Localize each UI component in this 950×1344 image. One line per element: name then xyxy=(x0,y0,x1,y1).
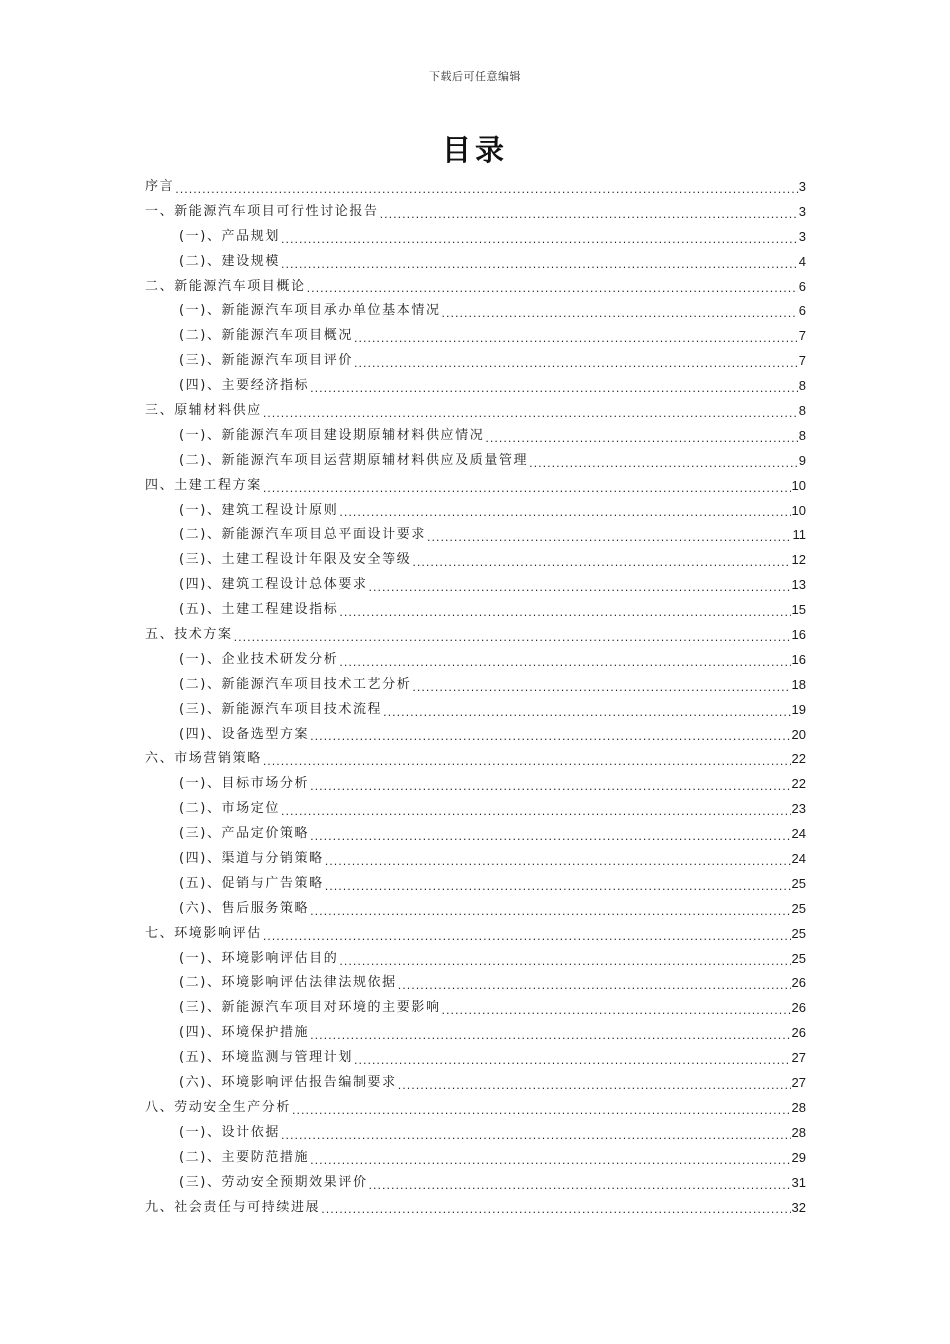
toc-dot-leader xyxy=(310,1026,790,1046)
toc-dot-leader xyxy=(263,404,798,424)
toc-page-number: 26 xyxy=(791,975,806,991)
toc-page-number: 27 xyxy=(791,1050,806,1066)
toc-dot-leader xyxy=(383,703,790,723)
toc-dot-leader xyxy=(281,1126,791,1146)
toc-subsection-entry[interactable] xyxy=(145,847,806,872)
toc-entry-title: (二)、新能源汽车项目概况 xyxy=(179,324,353,349)
toc-entry-title: (四)、设备选型方案 xyxy=(179,723,309,748)
toc-entry-title: (四)、渠道与分销策略 xyxy=(179,847,324,872)
toc-subsection-entry[interactable] xyxy=(145,996,806,1021)
toc-dot-leader xyxy=(398,976,791,996)
toc-entry-title: (一)、环境影响评估目的 xyxy=(179,947,338,972)
toc-page-number: 7 xyxy=(798,328,806,344)
toc-entry-title: (五)、土建工程建设指标 xyxy=(179,598,338,623)
toc-dot-leader xyxy=(354,1051,791,1071)
toc-subsection-entry[interactable] xyxy=(145,673,806,698)
toc-dot-leader xyxy=(263,927,791,947)
toc-page-number: 7 xyxy=(798,353,806,369)
toc-entry-title: 六、市场营销策略 xyxy=(145,747,262,772)
toc-page-number: 10 xyxy=(791,502,806,518)
toc-subsection-entry[interactable] xyxy=(145,698,806,723)
toc-dot-leader xyxy=(354,354,798,374)
toc-page-number: 20 xyxy=(791,726,806,742)
toc-entry-title: (二)、新能源汽车项目运营期原辅材料供应及质量管理 xyxy=(179,449,528,474)
toc-dot-leader xyxy=(310,379,798,399)
toc-page-number: 8 xyxy=(798,378,806,394)
toc-dot-leader xyxy=(412,678,790,698)
toc-subsection-entry[interactable] xyxy=(145,573,806,598)
toc-entry-title: (四)、环境保护措施 xyxy=(179,1021,309,1046)
toc-dot-leader xyxy=(321,1200,790,1220)
toc-subsection-entry[interactable] xyxy=(145,324,806,349)
toc-page-number: 24 xyxy=(791,826,806,842)
toc-page-number: 23 xyxy=(791,801,806,817)
toc-page-number: 28 xyxy=(791,1099,806,1115)
toc-entry-title: (三)、新能源汽车项目对环境的主要影响 xyxy=(179,996,441,1021)
toc-page-number: 11 xyxy=(792,527,806,543)
toc-page-number: 16 xyxy=(791,651,806,667)
toc-subsection-entry[interactable] xyxy=(145,897,806,922)
toc-entry-title: 九、社会责任与可持续进展 xyxy=(145,1196,320,1221)
toc-page-number: 12 xyxy=(791,552,806,568)
toc-dot-leader xyxy=(175,180,798,200)
toc-entry-title: (一)、设计依据 xyxy=(179,1121,280,1146)
toc-dot-leader xyxy=(310,777,790,797)
toc-entry-title: (三)、新能源汽车项目评价 xyxy=(179,349,353,374)
toc-page-number: 32 xyxy=(791,1199,806,1215)
toc-page-number: 27 xyxy=(791,1075,806,1091)
toc-entry-title: (二)、建设规模 xyxy=(179,250,280,275)
toc-dot-leader xyxy=(310,902,790,922)
toc-entry-title: (二)、市场定位 xyxy=(179,797,280,822)
toc-dot-leader xyxy=(339,603,790,623)
toc-dot-leader xyxy=(339,503,790,523)
toc-dot-leader xyxy=(325,852,791,872)
toc-subsection-entry[interactable] xyxy=(145,598,806,623)
toc-subsection-entry[interactable] xyxy=(145,1071,806,1096)
toc-dot-leader xyxy=(234,628,791,648)
toc-dot-leader xyxy=(354,329,798,349)
toc-section-entry[interactable] xyxy=(145,1096,806,1121)
toc-page-number: 4 xyxy=(798,253,806,269)
toc-page-number: 9 xyxy=(798,452,806,468)
toc-page-number: 6 xyxy=(798,278,806,294)
toc-page-number: 19 xyxy=(791,701,806,717)
toc-subsection-entry[interactable] xyxy=(145,299,806,324)
toc-entry-title: (一)、新能源汽车项目建设期原辅材料供应情况 xyxy=(179,424,484,449)
toc-entry-title: (三)、土建工程设计年限及安全等级 xyxy=(179,548,411,573)
toc-section-entry[interactable] xyxy=(145,275,806,300)
toc-entry-title: (三)、新能源汽车项目技术流程 xyxy=(179,698,382,723)
toc-subsection-entry[interactable] xyxy=(145,1146,806,1171)
toc-dot-leader xyxy=(442,1001,791,1021)
toc-entry-title: (三)、劳动安全预期效果评价 xyxy=(179,1171,368,1196)
toc-page-number: 8 xyxy=(798,427,806,443)
toc-dot-leader xyxy=(485,429,797,449)
toc-page-number: 3 xyxy=(798,178,806,194)
toc-entry-title: (一)、产品规划 xyxy=(179,225,280,250)
toc-dot-leader xyxy=(380,205,798,225)
toc-section-entry[interactable] xyxy=(145,623,806,648)
toc-page-number: 22 xyxy=(791,751,806,767)
toc-subsection-entry[interactable] xyxy=(145,449,806,474)
toc-entry-title: 二、新能源汽车项目概论 xyxy=(145,275,306,300)
toc-page-number: 18 xyxy=(791,676,806,692)
toc-dot-leader xyxy=(281,230,798,250)
toc-entry-title: (一)、目标市场分析 xyxy=(179,772,309,797)
toc-subsection-entry[interactable] xyxy=(145,1021,806,1046)
toc-dot-leader xyxy=(281,255,798,275)
toc-subsection-entry[interactable] xyxy=(145,548,806,573)
toc-subsection-entry[interactable] xyxy=(145,772,806,797)
toc-entry-title: 七、环境影响评估 xyxy=(145,922,262,947)
toc-entry-title: 序言 xyxy=(145,175,174,200)
toc-entry-title: (一)、建筑工程设计原则 xyxy=(179,499,338,524)
toc-entry-title: 五、技术方案 xyxy=(145,623,233,648)
toc-section-entry[interactable] xyxy=(145,200,806,225)
toc-subsection-entry[interactable] xyxy=(145,822,806,847)
toc-subsection-entry[interactable] xyxy=(145,947,806,972)
toc-page-number: 26 xyxy=(791,1025,806,1041)
toc-page-number: 3 xyxy=(798,228,806,244)
toc-subsection-entry[interactable] xyxy=(145,374,806,399)
toc-entry-title: (四)、主要经济指标 xyxy=(179,374,309,399)
toc-entry-title: (二)、新能源汽车项目技术工艺分析 xyxy=(179,673,411,698)
toc-entry-title: (四)、建筑工程设计总体要求 xyxy=(179,573,368,598)
toc-section-entry[interactable] xyxy=(145,922,806,947)
toc-section-entry[interactable] xyxy=(145,175,806,200)
toc-subsection-entry[interactable] xyxy=(145,250,806,275)
toc-dot-leader xyxy=(310,827,790,847)
toc-entry-title: (二)、新能源汽车项目总平面设计要求 xyxy=(179,523,426,548)
toc-entry-title: (一)、企业技术研发分析 xyxy=(179,648,338,673)
toc-dot-leader xyxy=(281,802,791,822)
toc-entry-title: (一)、新能源汽车项目承办单位基本情况 xyxy=(179,299,441,324)
toc-entry-title: (三)、产品定价策略 xyxy=(179,822,309,847)
toc-dot-leader xyxy=(529,454,798,474)
toc-page-number: 31 xyxy=(791,1174,806,1190)
toc-entry-title: (六)、售后服务策略 xyxy=(179,897,309,922)
toc-subsection-entry[interactable] xyxy=(145,523,806,548)
toc-page-number: 29 xyxy=(791,1149,806,1165)
toc-subsection-entry[interactable] xyxy=(145,1121,806,1146)
toc-title: 目录 xyxy=(441,133,508,167)
header-note: 下载后可任意编辑 xyxy=(429,70,521,83)
toc-page-number: 16 xyxy=(791,627,806,643)
toc-page-number: 25 xyxy=(791,900,806,916)
toc-section-entry[interactable] xyxy=(145,474,806,499)
toc-subsection-entry[interactable] xyxy=(145,349,806,374)
toc-dot-leader xyxy=(307,279,798,299)
toc-section-entry[interactable] xyxy=(145,747,806,772)
toc-dot-leader xyxy=(427,528,792,548)
toc-subsection-entry[interactable] xyxy=(145,1046,806,1071)
toc-page-number: 22 xyxy=(791,776,806,792)
toc-subsection-entry[interactable] xyxy=(145,972,806,997)
toc-page-number: 15 xyxy=(791,602,806,618)
toc-entry-title: (五)、促销与广告策略 xyxy=(179,872,324,897)
toc-page-number: 28 xyxy=(791,1124,806,1140)
toc-dot-leader xyxy=(442,304,798,324)
toc-entry-title: (二)、主要防范措施 xyxy=(179,1146,309,1171)
toc-dot-leader xyxy=(292,1101,791,1121)
toc-dot-leader xyxy=(263,752,791,772)
toc-dot-leader xyxy=(310,1151,790,1171)
toc-dot-leader xyxy=(339,952,790,972)
toc-page-number: 13 xyxy=(791,577,806,593)
toc-subsection-entry[interactable] xyxy=(145,872,806,897)
toc-dot-leader xyxy=(369,1176,791,1196)
toc-entry-title: 一、新能源汽车项目可行性讨论报告 xyxy=(145,200,379,225)
toc-entry-title: (六)、环境影响评估报告编制要求 xyxy=(179,1071,397,1096)
toc-dot-leader xyxy=(398,1076,791,1096)
toc-page-number: 25 xyxy=(791,925,806,941)
toc-subsection-entry[interactable] xyxy=(145,723,806,748)
toc-page-number: 6 xyxy=(798,303,806,319)
toc-entry-title: 四、土建工程方案 xyxy=(145,474,262,499)
toc-subsection-entry[interactable] xyxy=(145,499,806,524)
toc-entry-title: (二)、环境影响评估法律法规依据 xyxy=(179,971,397,996)
toc-dot-leader xyxy=(412,553,790,573)
toc-dot-leader xyxy=(263,479,791,499)
toc-entry-title: (五)、环境监测与管理计划 xyxy=(179,1046,353,1071)
table-of-contents xyxy=(145,175,806,1220)
toc-entry-title: 三、原辅材料供应 xyxy=(145,399,262,424)
toc-page-number: 8 xyxy=(798,403,806,418)
toc-page-number: 25 xyxy=(791,875,806,891)
toc-page-number: 25 xyxy=(791,950,806,966)
toc-dot-leader xyxy=(369,578,791,598)
toc-section-entry[interactable] xyxy=(145,399,806,424)
toc-subsection-entry[interactable] xyxy=(145,225,806,250)
toc-subsection-entry[interactable] xyxy=(145,797,806,822)
toc-subsection-entry[interactable] xyxy=(145,1171,806,1196)
toc-page-number: 10 xyxy=(791,477,806,493)
toc-subsection-entry[interactable] xyxy=(145,648,806,673)
toc-page-number: 24 xyxy=(791,851,806,867)
toc-dot-leader xyxy=(339,653,790,673)
toc-dot-leader xyxy=(325,877,791,897)
toc-page-number: 26 xyxy=(791,1000,806,1016)
toc-page-number: 3 xyxy=(798,203,806,219)
toc-section-entry[interactable] xyxy=(145,1196,806,1221)
toc-entry-title: 八、劳动安全生产分析 xyxy=(145,1096,291,1121)
toc-dot-leader xyxy=(310,727,790,747)
toc-subsection-entry[interactable] xyxy=(145,424,806,449)
